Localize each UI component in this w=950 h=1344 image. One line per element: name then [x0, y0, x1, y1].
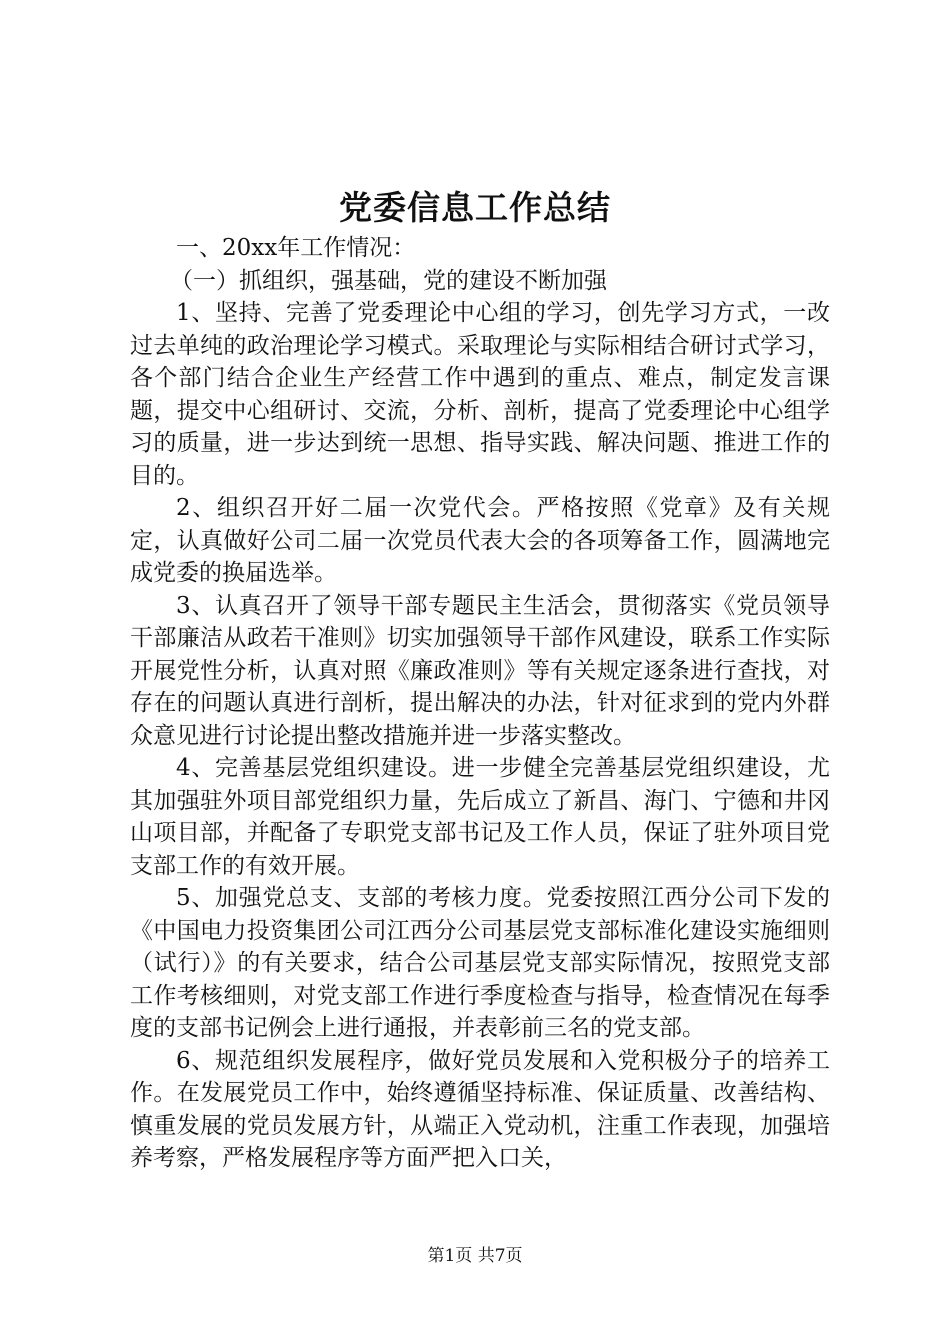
document-title: 党委信息工作总结 [339, 188, 611, 227]
subsection-heading: （一）抓组织，强基础，党的建设不断加强 [170, 267, 607, 294]
page-footer: 第1页 共7页 [427, 1246, 523, 1266]
paragraph: 5、加强党总支、支部的考核力度。党委按照江西分公司下发的《中国电力投资集团公司江西分公司基层党支部标准化建设实施细则（试行）》的有关要求，结合公司基层党支部实际情况，按照党支部工作考核细则，对党支部工作进行季度检查与指导，检查情况在每季度的支部书记例会上进行通报，并表彰前三名的党支部。 [130, 885, 830, 1041]
paragraph: 1、坚持、完善了党委理论中心组的学习，创先学习方式，一改过去单纯的政治理论学习模式。采取理论与实际相结合研讨式学习，各个部门结合企业生产经营工作中遇到的重点、难点，制定发言课题，提交中心组研讨、交流，分析、剖析，提高了党委理论中心组学习的质量，进一步达到统一思想、指导实践、解决问题、推进工作的目的。 [130, 300, 830, 489]
section-heading: 一、20xx年工作情况： [176, 235, 416, 261]
paragraph: 2、组织召开好二届一次党代会。严格按照《党章》及有关规定，认真做好公司二届一次党员代表大会的各项筹备工作，圆满地完成党委的换届选举。 [130, 495, 830, 586]
paragraph: 6、规范组织发展程序，做好党员发展和入党积极分子的培养工作。在发展党员工作中，始终遵循坚持标准、保证质量、改善结构、慎重发展的党员发展方针，从端正入党动机，注重工作表现，加强培养考察，严格发展程序等方面严把入口关， [130, 1047, 830, 1171]
paragraph: 4、完善基层党组织建设。进一步健全完善基层党组织建设，尤其加强驻外项目部党组织力量，先后成立了新昌、海门、宁德和井冈山项目部，并配备了专职党支部书记及工作人员，保证了驻外项目党支部工作的有效开展。 [130, 755, 830, 879]
paragraph: 3、认真召开了领导干部专题民主生活会，贯彻落实《党员领导干部廉洁从政若干准则》切实加强领导干部作风建设，联系工作实际开展党性分析，认真对照《廉政准则》等有关规定逐条进行查找，对存在的问题认真进行剖析，提出解决的办法，针对征求到的党内外群众意见进行讨论提出整改措施并进一步落实整改。 [130, 592, 830, 749]
document-body [130, 232, 830, 1175]
